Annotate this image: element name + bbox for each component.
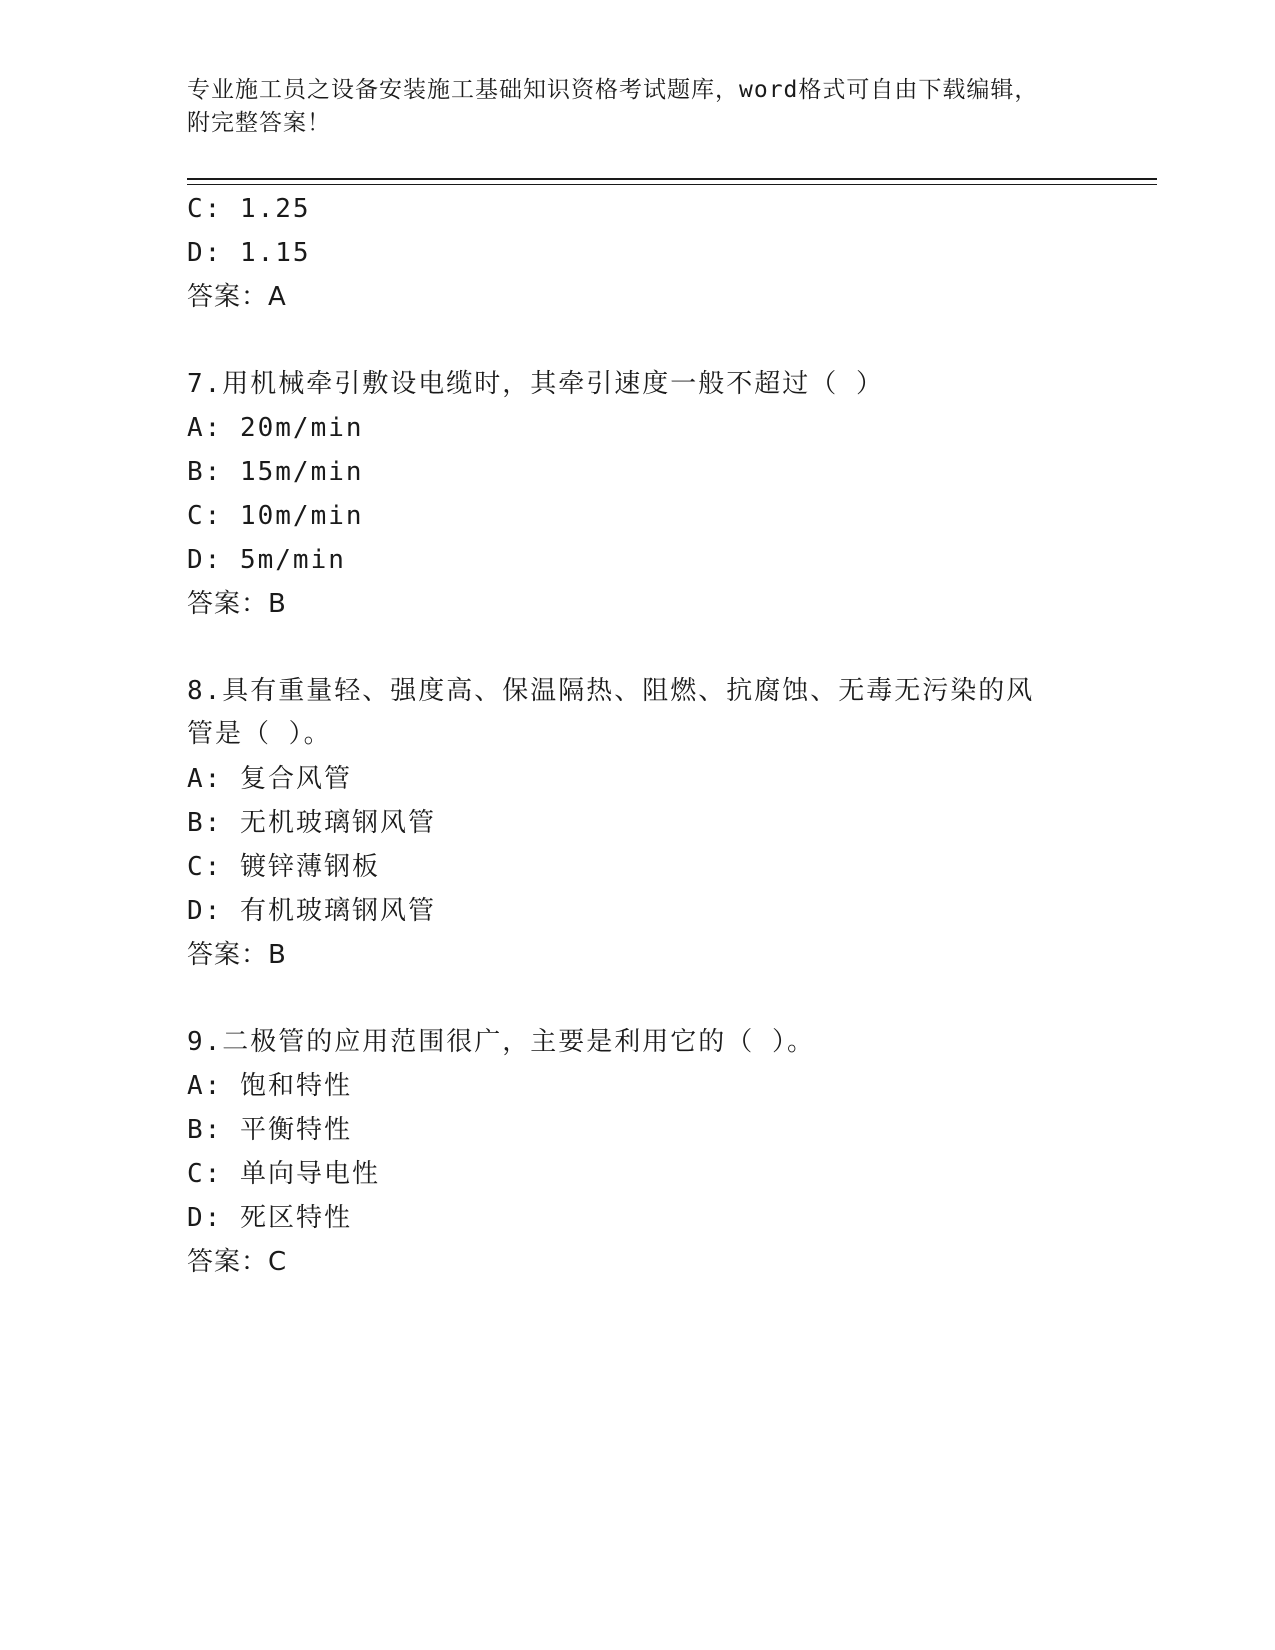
q8-option-c: C: 镀锌薄钢板: [187, 852, 380, 882]
prev-answer: 答案：A: [187, 282, 287, 312]
q9-option-b: B: 平衡特性: [187, 1115, 352, 1145]
q9-option-d: D: 死区特性: [187, 1203, 352, 1233]
q7-answer: 答案：B: [187, 589, 287, 619]
q7-option-d: D: 5m/min: [187, 545, 346, 575]
q7-option-b: B: 15m/min: [187, 457, 364, 487]
q8-question-line-1: 8.具有重量轻、强度高、保温隔热、阻燃、抗腐蚀、无毒无污染的风: [187, 676, 1035, 706]
header-line-1: 专业施工员之设备安装施工基础知识资格考试题库，word格式可自由下载编辑，: [187, 77, 1039, 103]
q9-question: 9.二极管的应用范围很广，主要是利用它的（ ）。: [187, 1027, 815, 1057]
header-divider-thin: [187, 184, 1157, 185]
prev-option-d: D: 1.15: [187, 238, 311, 268]
prev-option-c: C: 1.25: [187, 194, 311, 224]
q7-question: 7.用机械牵引敷设电缆时，其牵引速度一般不超过（ ）: [187, 369, 884, 399]
page-header: [187, 74, 1067, 140]
header-divider-thick: [187, 178, 1157, 180]
q9-option-a: A: 饱和特性: [187, 1071, 352, 1101]
q9-option-c: C: 单向导电性: [187, 1159, 380, 1189]
q8-answer: 答案：B: [187, 940, 287, 970]
q9-answer: 答案：C: [187, 1247, 288, 1277]
q8-option-b: B: 无机玻璃钢风管: [187, 808, 436, 838]
q8-option-a: A: 复合风管: [187, 764, 352, 794]
q7-option-c: C: 10m/min: [187, 501, 364, 531]
q7-option-a: A: 20m/min: [187, 413, 364, 443]
q8-question-line-2: 管是（ ）。: [187, 719, 332, 749]
header-line-2: 附完整答案！: [187, 110, 331, 136]
q8-option-d: D: 有机玻璃钢风管: [187, 896, 436, 926]
